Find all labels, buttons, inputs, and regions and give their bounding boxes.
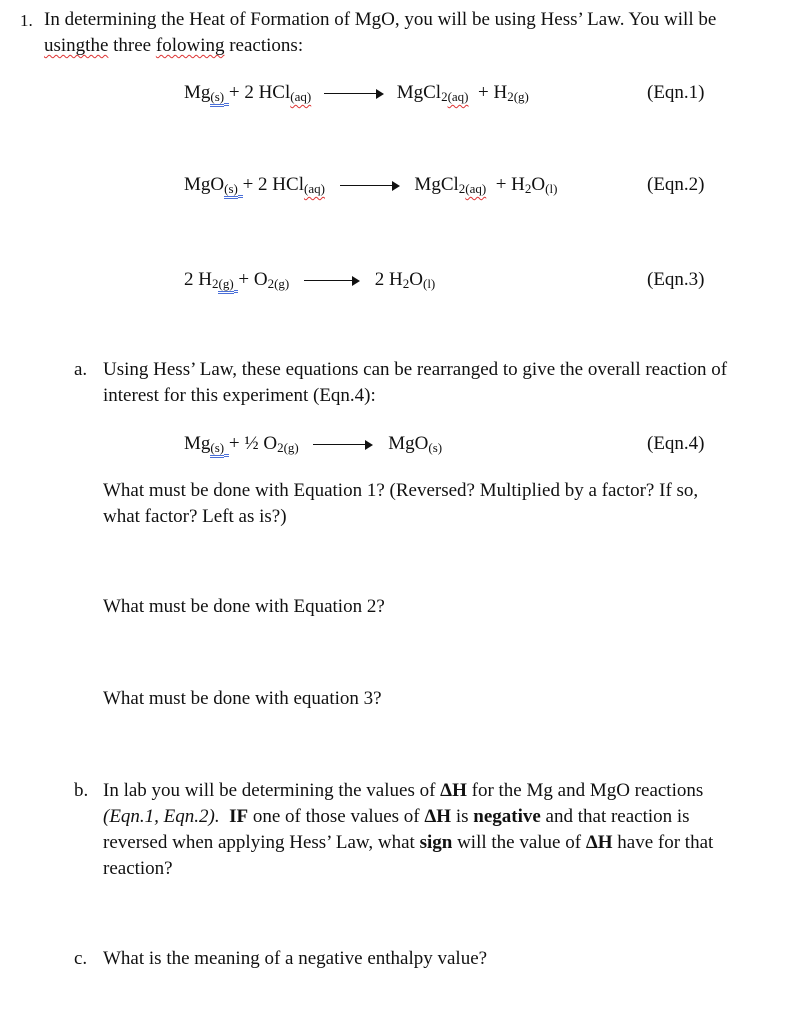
part-a-line-2: interest for this experiment (Eqn.4): [103,385,376,406]
intro-line-1: In determining the Heat of Formation of MgO, you will be using Hess’ Law. You will be [44,9,717,30]
part-b-line-3: reversed when applying Hess’ Law, what sign will the value of ΔH have for that [103,832,714,853]
reaction-arrow [313,440,373,450]
part-b-line-2: (Eqn.1, Eqn.2). IF one of those values of ΔH is negative and that reaction is [103,806,690,827]
part-b-line-1: In lab you will be determining the values of ΔH for the Mg and MgO reactions [103,780,704,801]
reaction-arrow [304,276,360,286]
question-equation-2: What must be done with Equation 2? [103,596,385,617]
part-c-letter: c. [74,948,88,969]
equation-4-label: (Eqn.4) [647,433,705,454]
part-a-letter: a. [74,359,88,380]
question-equation-1-line-2: what factor? Left as is?) [103,506,287,527]
equation-1-label: (Eqn.1) [647,82,705,103]
reaction-arrow [324,89,384,99]
part-b-letter: b. [74,780,89,801]
part-b-line-4: reaction? [103,858,173,879]
equation-2: MgO$_{(s)}$ + 2 HCl$_{(aq)}$ MgCl$_{2(aq)}$ + $H_2O_{(l)}$ [184,174,557,197]
equation-1: $Mg_{(s)} + 2$ HCl$_{(aq)}$ MgCl$_{2(aq)}$ + $H_{2(g)}$ [184,82,529,105]
equation-3: 2 $H_{2(g)} + O_{2(g)}$ 2 $H_2O_{(l)}$ [184,269,435,292]
question-equation-1-line-1: What must be done with Equation 1? (Reversed? Multiplied by a factor? If so, [103,480,699,501]
equation-4: $Mg_{(s)}$ + ½ $O_{2(g)}$ MgO$_{(s)}$ [184,433,442,456]
spelling-error-usingthe: usingthe [44,35,109,56]
part-a-line-1: Using Hess’ Law, these equations can be rearranged to give the overall reaction of [103,359,728,380]
equation-3-label: (Eqn.3) [647,269,705,290]
equation-2-label: (Eqn.2) [647,174,705,195]
question-number: 1. [20,11,33,30]
question-equation-3: What must be done with equation 3? [103,688,382,709]
part-c-question: What is the meaning of a negative enthalpy value? [103,948,488,969]
intro-line-2: usingthe three folowing reactions: [44,35,304,56]
reaction-arrow [340,181,400,191]
spelling-error-folowing: folowing [155,35,225,56]
